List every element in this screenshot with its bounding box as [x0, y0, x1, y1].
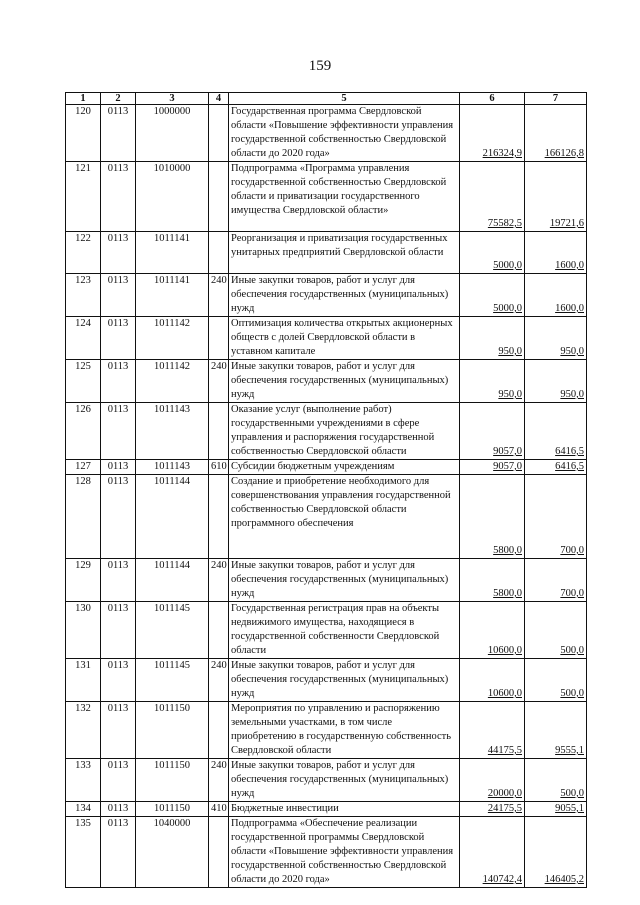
row-number-cell: 133: [66, 759, 101, 802]
value-col7-cell: [525, 317, 587, 360]
target-code-cell: 1011141: [136, 232, 209, 274]
value-col7-cell-value: 6416,5: [555, 461, 584, 472]
expense-type-cell: [209, 403, 229, 460]
expense-type-cell: 240: [209, 274, 229, 317]
value-col6-cell: [460, 817, 525, 888]
item-name-cell: Оказание услуг (выполнение работ) государственными учреждениями в сфере управления и распоряжения государственной собственностью Свердловской области: [229, 403, 460, 460]
section-code-cell: 0113: [101, 659, 136, 702]
expense-type-cell: 610: [209, 460, 229, 475]
expense-type-cell: 410: [209, 802, 229, 817]
table-row: [66, 162, 587, 232]
target-code-cell: 1011150: [136, 702, 209, 759]
value-col6-cell-value: 75582,5: [487, 218, 522, 229]
item-name-cell: Иные закупки товаров, работ и услуг для обеспечения государственных (муниципальных) нужд: [229, 559, 460, 602]
value-col7-cell: [525, 460, 587, 475]
table-row: [66, 105, 587, 162]
value-col6-cell: [460, 702, 525, 759]
item-name-cell: Иные закупки товаров, работ и услуг для обеспечения государственных (муниципальных) нужд: [229, 659, 460, 702]
target-code-cell: 1011142: [136, 317, 209, 360]
section-code-cell: 0113: [101, 105, 136, 162]
value-col7-cell: [525, 817, 587, 888]
row-number-cell: 126: [66, 403, 101, 460]
expense-type-cell: [209, 317, 229, 360]
col-header-6: 6: [460, 93, 525, 105]
value-col7-cell: [525, 759, 587, 802]
table-row: [66, 403, 587, 460]
table-row: [66, 360, 587, 403]
value-col6-cell: [460, 232, 525, 274]
value-col6-cell-value: 5800,0: [493, 588, 522, 599]
table-row: [66, 559, 587, 602]
value-col6-cell-value: 9057,0: [493, 461, 522, 472]
expense-type-cell: [209, 702, 229, 759]
value-col7-cell: [525, 403, 587, 460]
expense-type-cell: [209, 817, 229, 888]
row-number-cell: 123: [66, 274, 101, 317]
section-code-cell: 0113: [101, 403, 136, 460]
header-row: [66, 93, 587, 105]
value-col6-cell: [460, 602, 525, 659]
row-number-cell: 121: [66, 162, 101, 232]
value-col6-cell: [460, 802, 525, 817]
target-code-cell: 1011142: [136, 360, 209, 403]
row-number-cell: 127: [66, 460, 101, 475]
row-number-cell: 135: [66, 817, 101, 888]
target-code-cell: 1000000: [136, 105, 209, 162]
value-col6-cell: [460, 162, 525, 232]
item-name-cell: Бюджетные инвестиции: [229, 802, 460, 817]
target-code-cell: 1011143: [136, 460, 209, 475]
value-col7-cell-value: 166126,8: [544, 148, 584, 159]
target-code-cell: 1011144: [136, 559, 209, 602]
value-col7-cell: [525, 802, 587, 817]
value-col6-cell: [460, 759, 525, 802]
table-row: [66, 460, 587, 475]
value-col7-cell-value: 9055,1: [555, 803, 584, 814]
value-col6-cell-value: 5800,0: [493, 545, 522, 556]
expense-type-cell: 240: [209, 360, 229, 403]
target-code-cell: 1011144: [136, 475, 209, 559]
col-header-2: 2: [101, 93, 136, 105]
value-col7-cell: [525, 232, 587, 274]
row-number-cell: 124: [66, 317, 101, 360]
section-code-cell: 0113: [101, 702, 136, 759]
section-code-cell: 0113: [101, 817, 136, 888]
table-row: [66, 232, 587, 274]
section-code-cell: 0113: [101, 162, 136, 232]
table-row: [66, 759, 587, 802]
section-code-cell: 0113: [101, 317, 136, 360]
value-col6-cell-value: 950,0: [498, 346, 522, 357]
table-row: [66, 802, 587, 817]
row-number-cell: 129: [66, 559, 101, 602]
value-col6-cell-value: 9057,0: [493, 446, 522, 457]
value-col6-cell: [460, 360, 525, 403]
item-name-cell: Иные закупки товаров, работ и услуг для обеспечения государственных (муниципальных) нужд: [229, 360, 460, 403]
row-number-cell: 122: [66, 232, 101, 274]
page-number: 159: [308, 58, 332, 74]
row-number-cell: 134: [66, 802, 101, 817]
value-col6-cell-value: 20000,0: [487, 788, 522, 799]
item-name-cell: Реорганизация и приватизация государственных унитарных предприятий Свердловской области: [229, 232, 460, 274]
value-col6-cell-value: 5000,0: [493, 303, 522, 314]
item-name-cell: Иные закупки товаров, работ и услуг для обеспечения государственных (муниципальных) нужд: [229, 759, 460, 802]
value-col7-cell: [525, 105, 587, 162]
col-header-7: 7: [525, 93, 587, 105]
target-code-cell: 1011145: [136, 659, 209, 702]
table-row: [66, 702, 587, 759]
value-col6-cell-value: 140742,4: [482, 874, 522, 885]
table-row: [66, 817, 587, 888]
value-col7-cell-value: 1600,0: [555, 303, 584, 314]
value-col7-cell-value: 19721,6: [549, 218, 584, 229]
section-code-cell: 0113: [101, 559, 136, 602]
target-code-cell: 1011150: [136, 802, 209, 817]
value-col7-cell: [525, 274, 587, 317]
section-code-cell: 0113: [101, 475, 136, 559]
value-col7-cell-value: 9555,1: [555, 745, 584, 756]
value-col6-cell-value: 216324,9: [482, 148, 522, 159]
target-code-cell: 1011141: [136, 274, 209, 317]
budget-table: [65, 92, 587, 888]
value-col6-cell: [460, 659, 525, 702]
value-col7-cell: [525, 162, 587, 232]
value-col6-cell-value: 5000,0: [493, 260, 522, 271]
item-name-cell: Оптимизация количества открытых акционерных обществ с долей Свердловской области в уставном капитале: [229, 317, 460, 360]
value-col7-cell: [525, 360, 587, 403]
item-name-cell: Субсидии бюджетным учреждениям: [229, 460, 460, 475]
value-col6-cell: [460, 317, 525, 360]
value-col7-cell-value: 950,0: [560, 389, 584, 400]
section-code-cell: 0113: [101, 360, 136, 403]
value-col6-cell-value: 10600,0: [487, 688, 522, 699]
value-col7-cell-value: 700,0: [560, 545, 584, 556]
value-col6-cell: [460, 559, 525, 602]
value-col7-cell: [525, 659, 587, 702]
section-code-cell: 0113: [101, 802, 136, 817]
row-number-cell: 132: [66, 702, 101, 759]
item-name-cell: Государственная регистрация прав на объекты недвижимого имущества, находящиеся в государственной собственности Свердловской области: [229, 602, 460, 659]
target-code-cell: 1010000: [136, 162, 209, 232]
col-header-1: 1: [66, 93, 101, 105]
expense-type-cell: 240: [209, 759, 229, 802]
table-row: [66, 317, 587, 360]
expense-type-cell: 240: [209, 659, 229, 702]
value-col7-cell-value: 1600,0: [555, 260, 584, 271]
target-code-cell: 1011143: [136, 403, 209, 460]
value-col6-cell-value: 950,0: [498, 389, 522, 400]
target-code-cell: 1040000: [136, 817, 209, 888]
expense-type-cell: [209, 602, 229, 659]
expense-type-cell: [209, 475, 229, 559]
col-header-5: 5: [229, 93, 460, 105]
value-col7-cell-value: 500,0: [560, 645, 584, 656]
value-col6-cell: [460, 475, 525, 559]
expense-type-cell: [209, 162, 229, 232]
value-col7-cell-value: 500,0: [560, 688, 584, 699]
section-code-cell: 0113: [101, 759, 136, 802]
value-col6-cell-value: 10600,0: [487, 645, 522, 656]
section-code-cell: 0113: [101, 460, 136, 475]
expense-type-cell: 240: [209, 559, 229, 602]
value-col7-cell-value: 500,0: [560, 788, 584, 799]
col-header-4: 4: [209, 93, 229, 105]
value-col7-cell-value: 6416,5: [555, 446, 584, 457]
table-row: [66, 475, 587, 559]
value-col7-cell: [525, 475, 587, 559]
target-code-cell: 1011145: [136, 602, 209, 659]
item-name-cell: Подпрограмма «Программа управления государственной собственностью Свердловской области и приватизации государственного имущества Свердловской области»: [229, 162, 460, 232]
value-col6-cell-value: 24175,5: [487, 803, 522, 814]
item-name-cell: Мероприятия по управлению и распоряжению земельными участками, в том числе приобретению в государственную собственность Свердловской области: [229, 702, 460, 759]
value-col6-cell: [460, 105, 525, 162]
value-col7-cell-value: 146405,2: [544, 874, 584, 885]
row-number-cell: 128: [66, 475, 101, 559]
target-code-cell: 1011150: [136, 759, 209, 802]
item-name-cell: Создание и приобретение необходимого для совершенствования управления государственной собственностью Свердловской области программного обеспечения: [229, 475, 460, 559]
expense-type-cell: [209, 232, 229, 274]
section-code-cell: 0113: [101, 602, 136, 659]
row-number-cell: 125: [66, 360, 101, 403]
value-col7-cell-value: 950,0: [560, 346, 584, 357]
expense-type-cell: [209, 105, 229, 162]
row-number-cell: 130: [66, 602, 101, 659]
value-col7-cell-value: 700,0: [560, 588, 584, 599]
item-name-cell: Подпрограмма «Обеспечение реализации государственной программы Свердловской области «Повышение эффективности управления государственной собственностью Свердловской области до 2020 года»: [229, 817, 460, 888]
value-col6-cell: [460, 460, 525, 475]
value-col7-cell: [525, 559, 587, 602]
table-row: [66, 602, 587, 659]
section-code-cell: 0113: [101, 274, 136, 317]
table-row: [66, 659, 587, 702]
value-col6-cell-value: 44175,5: [487, 745, 522, 756]
row-number-cell: 120: [66, 105, 101, 162]
value-col6-cell: [460, 403, 525, 460]
row-number-cell: 131: [66, 659, 101, 702]
col-header-3: 3: [136, 93, 209, 105]
section-code-cell: 0113: [101, 232, 136, 274]
value-col6-cell: [460, 274, 525, 317]
value-col7-cell: [525, 702, 587, 759]
item-name-cell: Государственная программа Свердловской области «Повышение эффективности управления государственной собственностью Свердловской области до 2020 года»: [229, 105, 460, 162]
table-row: [66, 274, 587, 317]
value-col7-cell: [525, 602, 587, 659]
item-name-cell: Иные закупки товаров, работ и услуг для обеспечения государственных (муниципальных) нужд: [229, 274, 460, 317]
